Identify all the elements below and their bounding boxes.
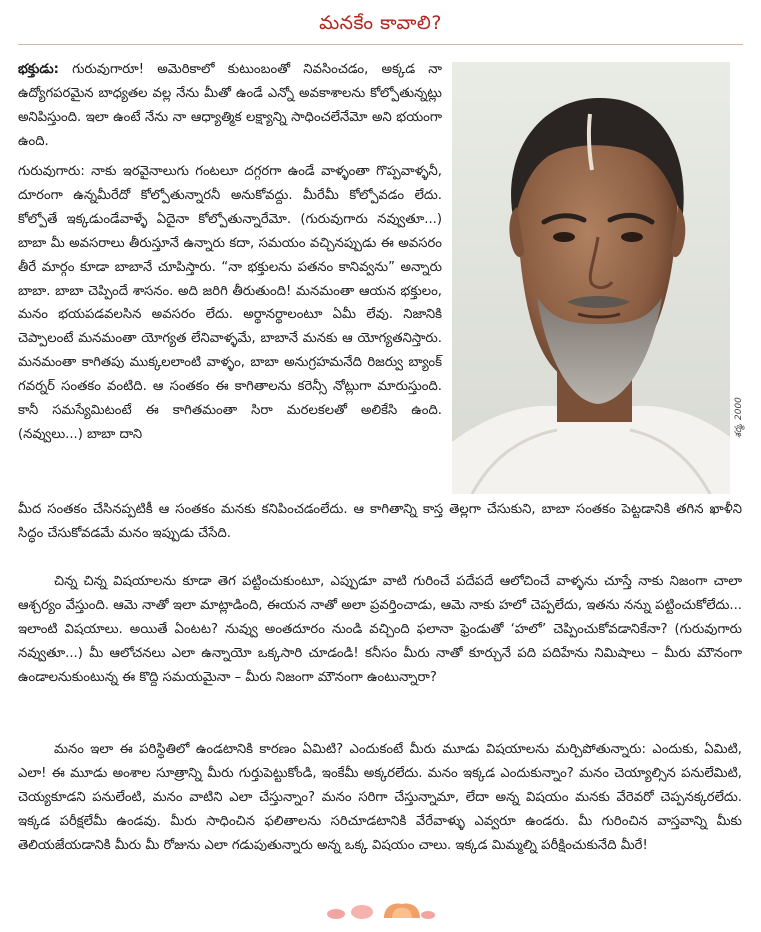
paragraph-2: చిన్న చిన్న విషయాలను కూడా తెగ పట్టించుకుంటూ, ఎప్పుడూ వాటి గురించే పదేపదే ఆలోచించే వాళ్ళను చూస్తే నాకు నిజంగా చాలా ఆశ్చర్యం వేస్తుంది. ఆమె నాతో ఇలా మాట్లాడింది, ఈయన నాతో అలా ప్రవర్తించాడు, ఆమె నాకు హలో చెప్పలేదు, ఇతను నన్ను పట్టించుకోలేదు... ఇలాంటి విషయాలు. అయితే ఏంటట? నువ్వు అంతదూరం నుండి వచ్చింది ఫలానా ఫ్రెండుతో ‘హలో’ చెప్పించుకోవడానికేనా? (గురువుగారు నవ్వుతూ...) మీ ఆలోచనలు ఎలా ఉన్నాయో ఒక్కసారి చూడండి! కనీసం మీరు నాతో కూర్చునే పది పదిహేను నిమిషాలు – మీరు మౌనంగా ఉండాలనుకుంటున్న ఈ కొద్ది సమయమైనా – మీరు నిజంగా మౌనంగా ఉంటున్నారా? xyxy=(18,574,742,685)
lotus-ornament xyxy=(322,898,440,924)
question-speaker: భక్తుడు: xyxy=(18,62,59,77)
question-text: గురువుగారూ! అమెరికాలో కుటుంబంతో నివసించడం, అక్కడ నా ఉద్యోగపరమైన బాధ్యతల వల్ల నేను మీతో ఉండే ఎన్నో అవకాశాలను కోల్పోతున్నట్లు అనిపిస్తుంది. ఇలా ఉంటే నేను నా ఆధ్యాత్మిక లక్ష్యాన్ని సాధించలేనేమో అని భయంగా ఉంది. xyxy=(18,62,442,149)
answer-paragraph-top xyxy=(18,160,442,447)
guru-portrait xyxy=(452,62,730,494)
title-divider xyxy=(18,44,743,45)
question-paragraph xyxy=(18,58,442,154)
answer-paragraph-bottom xyxy=(18,498,742,546)
article-title: మనకేం కావాలి? xyxy=(319,12,442,34)
answer-text-bottom: మీద సంతకం చేసినప్పటికీ ఆ సంతకం మనకు కనిపించడంలేదు. ఆ కాగితాన్ని కాస్త తెల్లగా చేసుకుని, బాబా సంతకం పెట్టడానికి తగిన ఖాళీని సిద్ధం చేసుకోవడమే మనం ఇప్పుడు చేసేది. xyxy=(18,502,742,541)
paragraph-3: మనం ఇలా ఈ పరిస్థితిలో ఉండటానికి కారణం ఏమిటి? ఎందుకంటే మీరు మూడు విషయాలను మర్చిపోతున్నారు: ఎందుకు, ఏమిటి, ఎలా! ఈ మూడు అంశాల సూత్రాన్ని మీరు గుర్తుపెట్టుకోండి, ఇంకేమీ అక్కరలేదు. మనం ఇక్కడ ఎందుకున్నాం? మనం చెయ్యాల్సిన పనులేమిటి, చెయ్యకూడని పనులేంటి, మనం వాటిని ఎలా చేస్తున్నాం? మనం సరిగా చేస్తున్నామా, లేదా అన్న విషయం మనకు వేరెవరో చెప్పనక్కరలేదు. ఇక్కడ పరీక్షలేమీ ఉండవు. మీరు సాధించిన ఫలితాలను సరిచూడటానికి వేరేవాళ్ళు ఎవ్వరూ ఉండరు. మీ గురించిన వాస్తవాన్ని మీకు తెలియజేయడానికి మీరు మీ రోజును ఎలా గడుపుతున్నారు అన్న ఒక్క విషయం చాలు. ఇక్కడ మిమ్మల్ని పరీక్షించుకునేది మీరే! xyxy=(18,742,742,853)
answer-speaker: గురువుగారు: xyxy=(18,164,85,179)
photo-credit: శర్మ, 2000 xyxy=(734,397,744,438)
answer-text-top: నాకు ఇరవైనాలుగు గంటలూ దగ్గరగా ఉండే వాళ్ళంతా గొప్పవాళ్ళనీ, దూరంగా ఉన్నమీరేదో కోల్పోతున్నారనీ అనుకోవద్దు. మీరేమీ కోల్పోవడం లేదు. కోల్పోతే ఇక్కడుండేవాళ్ళే ఏదైనా కోల్పోతున్నారేమో. (గురువుగారు నవ్వుతూ...) బాబా మీ అవసరాలు తీరుస్తూనే ఉన్నారు కదా, సమయం వచ్చినప్పుడు ఈ అవసరం తీరే మార్గం కూడా బాబానే చూపిస్తారు. “నా భక్తులను పతనం కానివ్వను” అన్నారు బాబా. బాబా చెప్పిందే శాసనం. అది జరిగి తీరుతుంది! మనమంతా ఆయన భక్తులం, మనం భయపడవలసిన అవసరం లేదు. అర్థానర్థాలంటూ ఏమీ లేవు. నిజానికి చెప్పాలంటే మనమంతా యోగ్యత లేనివాళ్ళమే, బాబానే మనకు ఆ యోగ్యతనిస్తారు. మనమంతా కాగితపు ముక్కలలాంటి వాళ్ళం, బాబా అనుగ్రహమనేది రిజర్వు బ్యాంక్ గవర్నర్ సంతకం వంటిది. ఆ సంతకం ఈ కాగితాలను కరెన్సీ నోట్లుగా మారుస్తుంది. కానీ సమస్యేమిటంటే ఈ కాగితమంతా సిరా మరలకలతో అలికేసి ఉంది. (నవ్వులు...) బాబా దాని xyxy=(18,164,442,442)
